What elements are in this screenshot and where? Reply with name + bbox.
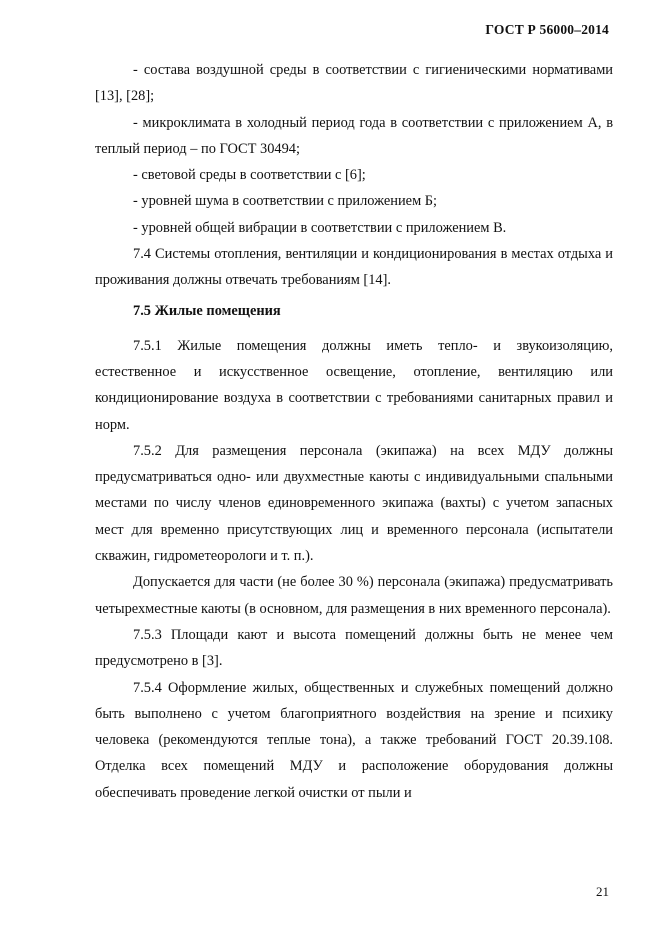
clause-7-5-1: 7.5.1 Жилые помещения должны иметь тепло- и звукоизоляцию, естественное и искусственное освещение, отопление, вентиляцию или кондиционирование воздуха в соответствии с требованиями санитарных правил и норм.: [95, 337, 613, 433]
clause-7-5-4: 7.5.4 Оформление жилых, общественных и служебных помещений должно быть выполнено с учетом благоприятного воздействия на зрение и психику человека (рекомендуются теплые тона), а также требований ГОСТ 20.39.108. Отделка всех помещений МДУ и расположение оборудования должны обеспечивать проведение легкой очистки от пыли и: [95, 679, 613, 801]
clause-7-5-3: 7.5.3 Площади кают и высота помещений должны быть не менее чем предусмотрено в [3].: [95, 626, 613, 670]
list-item-microclimate: - микроклимата в холодный период года в соответствии с приложением А, в теплый период – по ГОСТ 30494;: [95, 114, 613, 157]
clause-7-4: 7.4 Системы отопления, вентиляции и кондиционирования в местах отдыха и проживания должны отвечать требованиям [14].: [95, 246, 613, 289]
section-heading-7-5: 7.5 Жилые помещения: [133, 302, 281, 319]
list-item-air-composition: - состава воздушной среды в соответствии с гигиеническими нормативами [13], [28];: [95, 62, 613, 105]
standard-code-header: ГОСТ Р 56000–2014: [485, 22, 609, 37]
list-item-light-environment: - световой среды в соответствии с [6];: [133, 167, 366, 184]
clause-7-5-2: 7.5.2 Для размещения персонала (экипажа) на всех МДУ должны предусматриваться одно- или двухместные каюты с индивидуальными спальными местами по числу членов единовременного экипажа (вахты) с учетом запасных мест для временно присутствующих лиц и временного персонала (испытатели скважин, гидрометеорологи и т. п.).: [95, 442, 613, 565]
page-number: 21: [596, 884, 609, 899]
clause-7-5-2-note: Допускается для части (не более 30 %) персонала (экипажа) предусматривать четырехместные каюты (в основном, для размещения в них временного персонала).: [95, 574, 613, 617]
list-item-vibration-level: - уровней общей вибрации в соответствии с приложением В.: [133, 219, 507, 236]
document-body: [95, 57, 613, 806]
list-item-noise-level: - уровней шума в соответствии с приложением Б;: [133, 193, 438, 210]
